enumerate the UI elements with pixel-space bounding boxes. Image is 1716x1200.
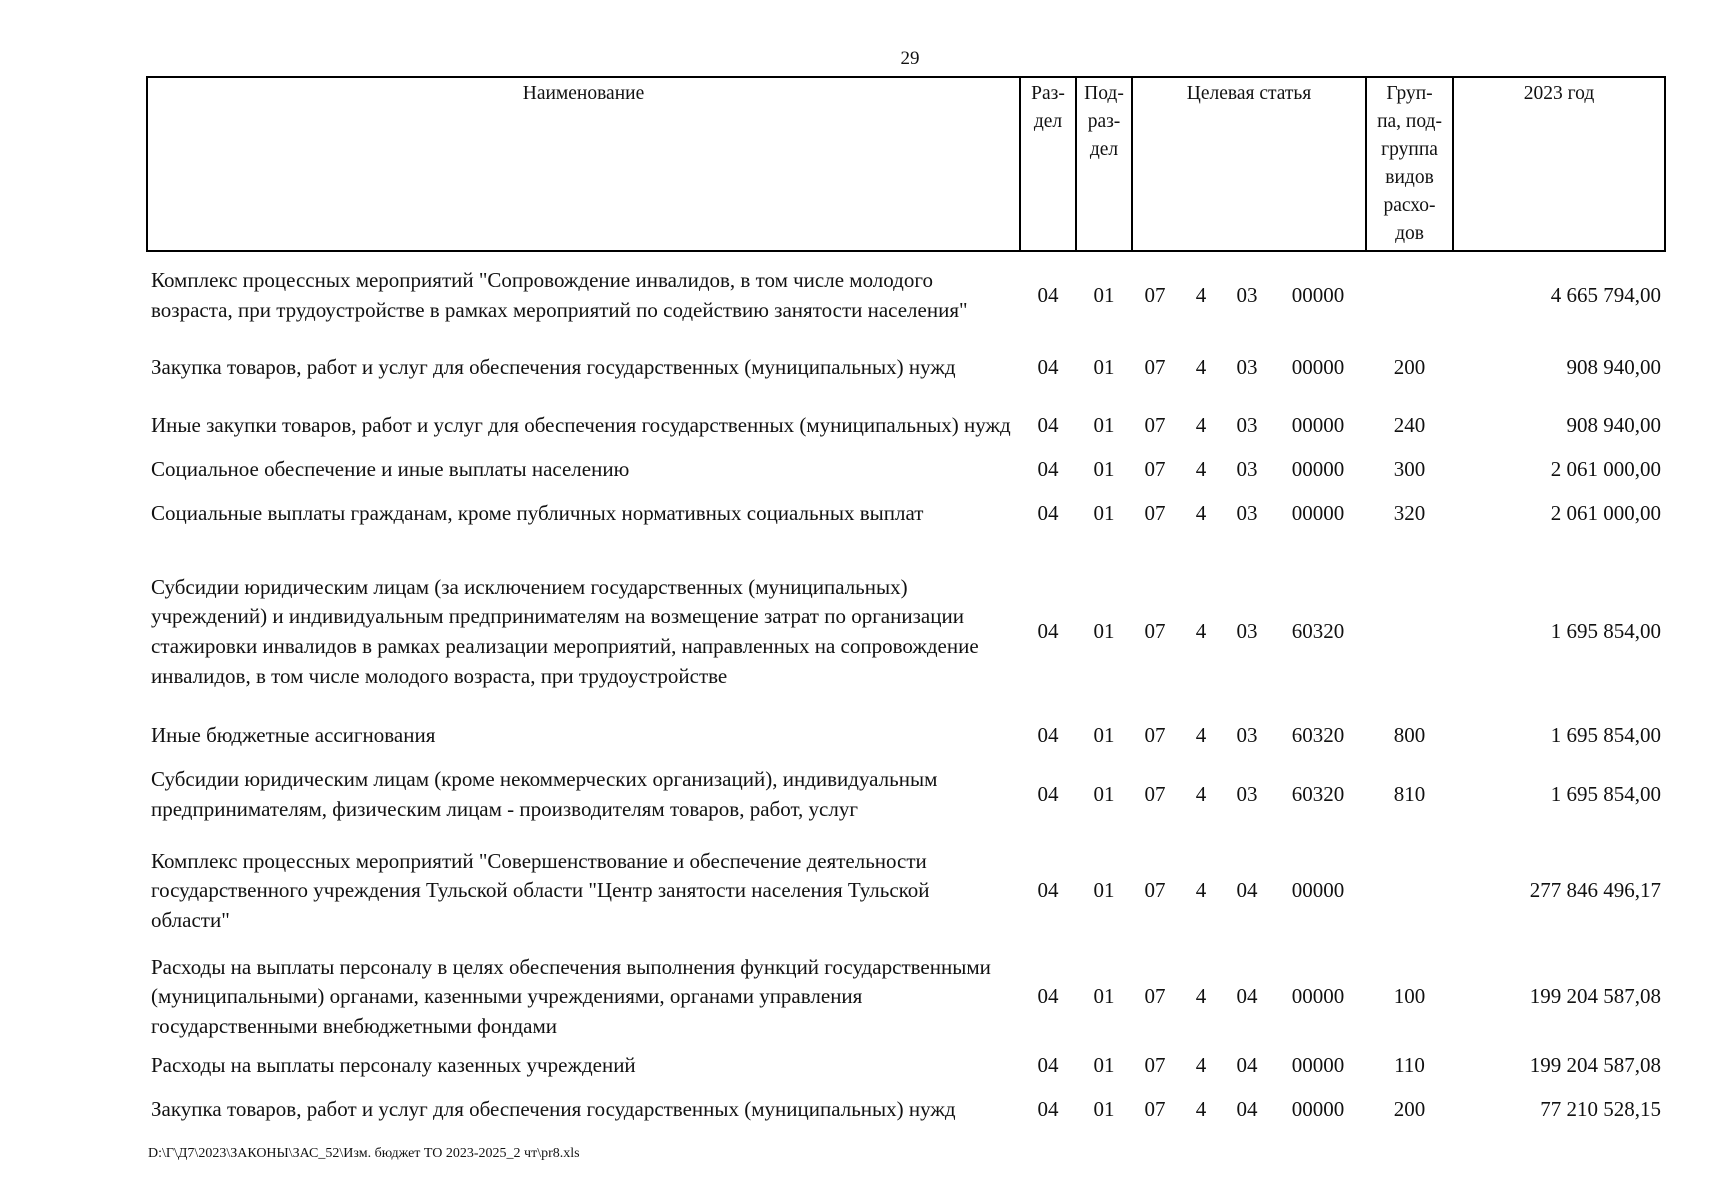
header-name: Наименование — [147, 77, 1020, 251]
row-podrazdel: 01 — [1093, 1053, 1115, 1078]
header-year: 2023 год — [1453, 77, 1665, 251]
row-ts-complex: 04 — [1236, 984, 1258, 1009]
row-group: 300 — [1393, 457, 1426, 482]
row-ts-type: 4 — [1195, 282, 1207, 307]
row-ts-program: 07 — [1144, 984, 1166, 1009]
row-amount: 908 940,00 — [1566, 413, 1662, 438]
table-row — [147, 339, 1665, 397]
row-ts-complex: 03 — [1236, 619, 1258, 644]
row-ts-program: 07 — [1144, 501, 1166, 526]
table-row — [147, 485, 1665, 543]
row-ts-type: 4 — [1195, 723, 1207, 748]
row-razdel: 04 — [1037, 413, 1059, 438]
row-ts-type: 4 — [1195, 984, 1207, 1009]
row-ts-program: 07 — [1144, 1097, 1166, 1122]
row-ts-program: 07 — [1144, 723, 1166, 748]
row-group — [1366, 251, 1453, 339]
row-name: Социальные выплаты гражданам, кроме публичных нормативных социальных выплат — [151, 501, 924, 526]
row-ts-complex: 03 — [1236, 355, 1258, 380]
row-group: 800 — [1393, 723, 1426, 748]
row-ts-direction: 00000 — [1291, 878, 1345, 903]
row-ts-complex: 04 — [1236, 878, 1258, 903]
file-path-footer: D:\Г\Д7\2023\ЗАКОНЫ\ЗАС_52\Изм. бюджет ТО 2023-2025_2 чт\pr8.xls — [148, 1146, 580, 1161]
row-ts-program: 07 — [1144, 355, 1166, 380]
row-razdel: 04 — [1037, 619, 1059, 644]
row-podrazdel: 01 — [1093, 501, 1115, 526]
table-row — [147, 397, 1665, 455]
table-row — [147, 455, 1665, 485]
row-name: Комплекс процессных мероприятий "Сопровождение инвалидов, в том числе молодого возраста, при трудоустройстве в рамках мероприятий по содействию занятости населения" — [151, 267, 968, 322]
row-ts-direction: 00000 — [1291, 1053, 1345, 1078]
table-row — [147, 251, 1665, 339]
row-ts-program: 07 — [1144, 282, 1166, 307]
row-amount: 77 210 528,15 — [1540, 1097, 1662, 1122]
row-ts-type: 4 — [1195, 355, 1207, 380]
row-amount: 277 846 496,17 — [1529, 878, 1662, 903]
row-ts-program: 07 — [1144, 782, 1166, 807]
row-ts-direction: 00000 — [1291, 355, 1345, 380]
table-row — [147, 1051, 1665, 1081]
row-ts-direction: 00000 — [1291, 413, 1345, 438]
row-ts-direction: 60320 — [1291, 619, 1345, 644]
row-group: 810 — [1393, 782, 1426, 807]
row-ts-program: 07 — [1144, 457, 1166, 482]
row-name: Субсидии юридическим лицам (за исключением государственных (муниципальных) учреждений) и индивидуальным предпринимателям на возмещение затрат по организации стажировки инвалидов в рамках реализации мероприятий, направленных на сопровождение инвалидов, в том числе молодого возраста, при трудоустройстве — [151, 574, 979, 688]
row-group: 240 — [1393, 413, 1426, 438]
table-row — [147, 751, 1665, 839]
row-ts-type: 4 — [1195, 782, 1207, 807]
row-razdel: 04 — [1037, 282, 1059, 307]
row-ts-type: 4 — [1195, 1097, 1207, 1122]
row-razdel: 04 — [1037, 723, 1059, 748]
row-name: Иные закупки товаров, работ и услуг для обеспечения государственных (муниципальных) нужд — [151, 413, 1011, 438]
row-podrazdel: 01 — [1093, 413, 1115, 438]
header-razdel: Раз- дел — [1020, 77, 1076, 251]
row-group — [1366, 839, 1453, 943]
row-ts-complex: 03 — [1236, 782, 1258, 807]
row-podrazdel: 01 — [1093, 619, 1115, 644]
row-group: 200 — [1393, 1097, 1426, 1122]
row-podrazdel: 01 — [1093, 723, 1115, 748]
row-group: 200 — [1393, 355, 1426, 380]
header-tselevaya-statya: Целевая статья — [1132, 77, 1366, 251]
row-podrazdel: 01 — [1093, 878, 1115, 903]
row-group: 320 — [1393, 501, 1426, 526]
row-razdel: 04 — [1037, 457, 1059, 482]
row-ts-direction: 60320 — [1291, 723, 1345, 748]
row-razdel: 04 — [1037, 501, 1059, 526]
row-amount: 2 061 000,00 — [1550, 501, 1662, 526]
row-razdel: 04 — [1037, 782, 1059, 807]
row-razdel: 04 — [1037, 355, 1059, 380]
row-name: Социальное обеспечение и иные выплаты населению — [151, 457, 630, 482]
row-ts-direction: 00000 — [1291, 984, 1345, 1009]
row-amount: 199 204 587,08 — [1529, 1053, 1662, 1078]
row-ts-direction: 60320 — [1291, 782, 1345, 807]
table-header-row — [147, 77, 1665, 251]
row-ts-program: 07 — [1144, 413, 1166, 438]
row-name: Расходы на выплаты персоналу в целях обеспечения выполнения функций государственными (муниципальными) органами, казенными учреждениями, органами управления государственными внебюджетными фондами — [151, 954, 991, 1038]
page-number: 29 — [900, 48, 920, 69]
row-podrazdel: 01 — [1093, 984, 1115, 1009]
row-ts-complex: 03 — [1236, 501, 1258, 526]
header-gruppa: Груп- па, под- группа видов расхо- дов — [1366, 77, 1453, 251]
row-amount: 1 695 854,00 — [1550, 723, 1662, 748]
row-ts-type: 4 — [1195, 619, 1207, 644]
row-group: 100 — [1393, 984, 1426, 1009]
table-row — [147, 1081, 1665, 1139]
row-ts-program: 07 — [1144, 1053, 1166, 1078]
row-name: Расходы на выплаты персоналу казенных учреждений — [151, 1053, 636, 1078]
row-ts-direction: 00000 — [1291, 501, 1345, 526]
budget-table — [146, 76, 1666, 1139]
row-podrazdel: 01 — [1093, 282, 1115, 307]
table-row — [147, 943, 1665, 1051]
row-ts-direction: 00000 — [1291, 1097, 1345, 1122]
row-ts-type: 4 — [1195, 1053, 1207, 1078]
row-ts-complex: 04 — [1236, 1097, 1258, 1122]
row-podrazdel: 01 — [1093, 1097, 1115, 1122]
row-amount: 2 061 000,00 — [1550, 457, 1662, 482]
row-razdel: 04 — [1037, 1053, 1059, 1078]
row-podrazdel: 01 — [1093, 355, 1115, 380]
row-ts-direction: 00000 — [1291, 457, 1345, 482]
table-row — [147, 543, 1665, 721]
row-ts-complex: 03 — [1236, 723, 1258, 748]
row-razdel: 04 — [1037, 878, 1059, 903]
row-razdel: 04 — [1037, 984, 1059, 1009]
row-razdel: 04 — [1037, 1097, 1059, 1122]
row-amount: 1 695 854,00 — [1550, 619, 1662, 644]
row-podrazdel: 01 — [1093, 782, 1115, 807]
table-row — [147, 721, 1665, 751]
row-podrazdel: 01 — [1093, 457, 1115, 482]
row-ts-direction: 00000 — [1291, 282, 1345, 307]
row-ts-program: 07 — [1144, 619, 1166, 644]
row-ts-complex: 03 — [1236, 282, 1258, 307]
row-ts-complex: 04 — [1236, 1053, 1258, 1078]
row-group — [1366, 543, 1453, 721]
row-ts-type: 4 — [1195, 457, 1207, 482]
row-amount: 4 665 794,00 — [1550, 282, 1662, 307]
row-name: Закупка товаров, работ и услуг для обеспечения государственных (муниципальных) нужд — [151, 1097, 956, 1122]
row-ts-program: 07 — [1144, 878, 1166, 903]
row-amount: 199 204 587,08 — [1529, 984, 1662, 1009]
row-ts-type: 4 — [1195, 878, 1207, 903]
row-ts-type: 4 — [1195, 413, 1207, 438]
row-group: 110 — [1394, 1053, 1425, 1078]
table-row — [147, 839, 1665, 943]
header-podrazdel: Под- раз- дел — [1076, 77, 1132, 251]
row-ts-complex: 03 — [1236, 413, 1258, 438]
row-amount: 908 940,00 — [1566, 355, 1662, 380]
row-amount: 1 695 854,00 — [1550, 782, 1662, 807]
row-name: Комплекс процессных мероприятий "Совершенствование и обеспечение деятельности государственного учреждения Тульской области "Центр занятости населения Тульской области" — [151, 848, 930, 932]
row-ts-type: 4 — [1195, 501, 1207, 526]
row-ts-complex: 03 — [1236, 457, 1258, 482]
row-name: Иные бюджетные ассигнования — [151, 723, 436, 748]
row-name: Субсидии юридическим лицам (кроме некоммерческих организаций), индивидуальным предпринимателям, физическим лицам - производителям товаров, работ, услуг — [151, 767, 938, 821]
row-name: Закупка товаров, работ и услуг для обеспечения государственных (муниципальных) нужд — [151, 355, 956, 380]
